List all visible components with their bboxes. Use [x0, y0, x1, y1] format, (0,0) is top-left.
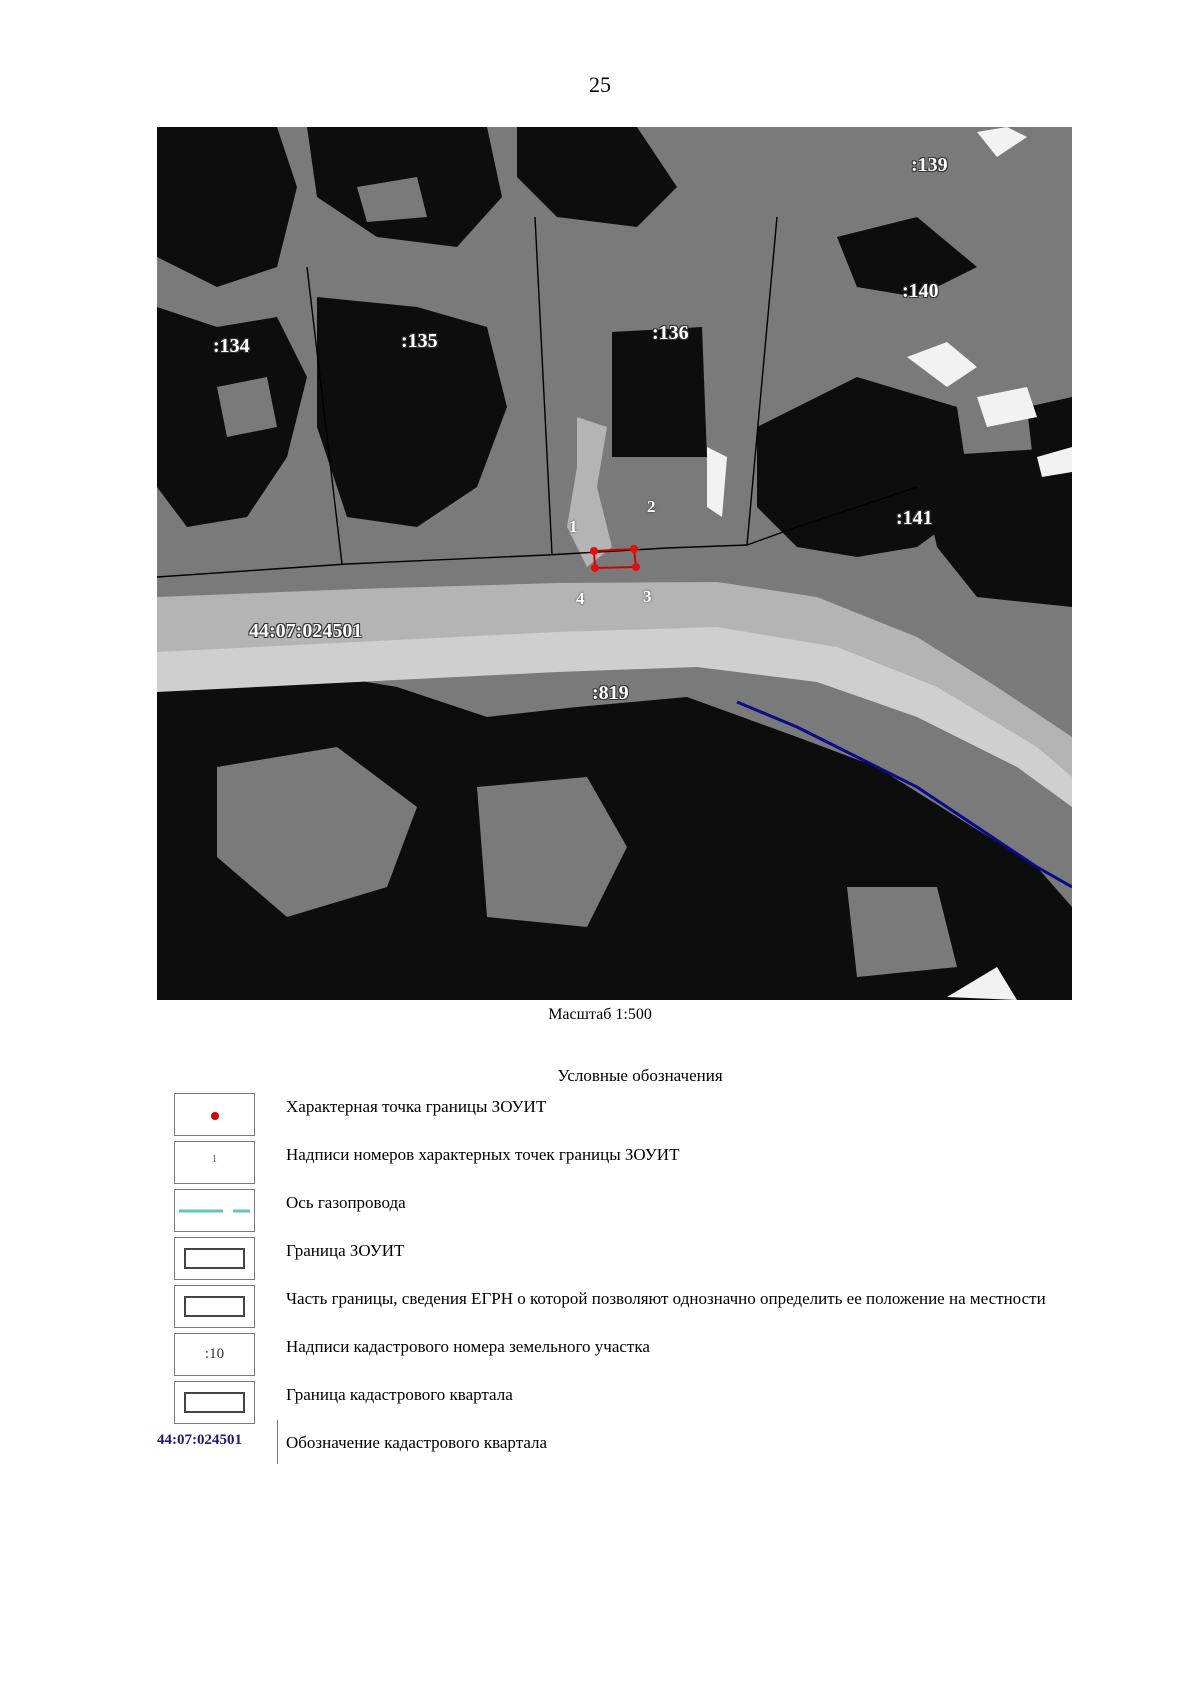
quarter-code-sample: 44:07:024501	[157, 1432, 242, 1448]
boundary-point-4[interactable]	[591, 564, 599, 572]
legend-swatch-point	[174, 1093, 255, 1136]
quarter-label: 44:07:024501	[249, 620, 363, 642]
legend-swatch-number	[174, 1141, 255, 1184]
cadastral-map[interactable]	[157, 127, 1072, 1000]
parcel-label: :134	[213, 335, 250, 357]
map-imagery	[157, 127, 1072, 1000]
legend-text: Надписи номеров характерных точек границы ЗОУИТ	[286, 1145, 680, 1164]
parcel-label: :139	[911, 154, 948, 176]
boundary-point-2[interactable]	[630, 545, 638, 553]
parcel-label: :819	[592, 682, 629, 704]
legend-swatch-egrn-boundary	[174, 1285, 255, 1328]
red-dot-icon	[211, 1112, 219, 1120]
point-number: 2	[647, 497, 656, 516]
legend-text: Обозначение кадастрового квартала	[286, 1433, 548, 1452]
point-number: 1	[569, 517, 578, 536]
legend-swatch-zouit	[174, 1237, 255, 1280]
legend-text: Граница кадастрового квартала	[286, 1385, 513, 1404]
dashed-line-icon	[175, 1190, 254, 1231]
rect-icon	[184, 1392, 245, 1413]
parcel-label: :135	[401, 330, 438, 352]
point-number: 3	[643, 587, 652, 606]
legend-swatch-cadnum	[174, 1333, 255, 1376]
cadnum-sample: :10	[204, 1346, 225, 1362]
parcel-label: :140	[902, 280, 939, 302]
map-scale: Масштаб 1:500	[548, 1006, 652, 1023]
parcel-label: :136	[652, 322, 689, 344]
page-number: 25	[589, 72, 611, 97]
rect-icon	[184, 1248, 245, 1269]
point-number: 4	[576, 589, 585, 608]
rect-icon	[184, 1296, 245, 1317]
legend-swatch-quarter-boundary	[174, 1381, 255, 1424]
divider	[277, 1420, 278, 1464]
legend-text: Надписи кадастрового номера земельного участка	[286, 1337, 650, 1356]
legend-text: Характерная точка границы ЗОУИТ	[286, 1097, 547, 1116]
legend-text: Часть границы, сведения ЕГРН о которой позволяют однозначно определить ее положение на местности	[286, 1289, 1046, 1308]
boundary-point-1[interactable]	[590, 547, 598, 555]
point-number-sample: 1	[212, 1154, 217, 1165]
legend-text: Граница ЗОУИТ	[286, 1241, 405, 1260]
parcel-label: :141	[896, 507, 933, 529]
legend-text: Ось газопровода	[286, 1193, 406, 1212]
boundary-point-3[interactable]	[632, 563, 640, 571]
legend-swatch-gas-axis	[174, 1189, 255, 1232]
legend-title: Условные обозначения	[557, 1066, 723, 1085]
